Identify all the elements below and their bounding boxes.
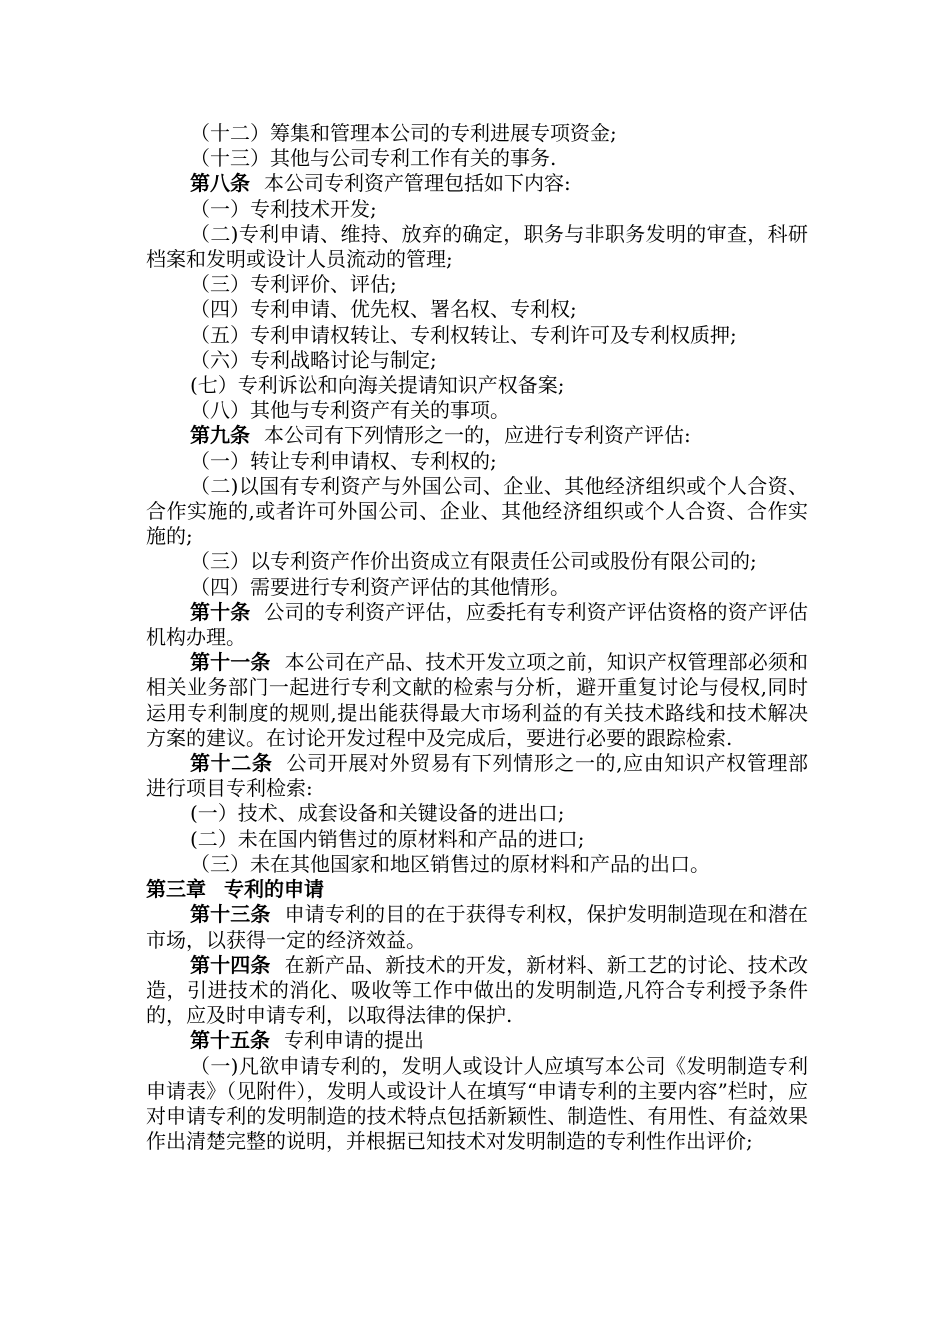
paragraph-text: （一）专利技术开发; <box>190 196 377 221</box>
article-paragraph <box>146 1028 808 1053</box>
paragraph-text: 本公司专利资产管理包括如下内容: <box>264 171 571 196</box>
chapter-title: 专利的申请 <box>224 877 324 902</box>
item-paragraph <box>146 398 808 423</box>
paragraph-text: 专利申请的提出 <box>284 1028 424 1053</box>
paragraph-text: 公司开展对外贸易有下列情形之一的,应由知识产权管理部进行项目专利检索: <box>146 751 809 801</box>
article-paragraph <box>146 953 808 1029</box>
paragraph-text: 公司的专利资产评估，应委托有专利资产评估资格的资产评估机构办理。 <box>146 599 809 650</box>
paragraph-text: (七）专利诉讼和向海关提请知识产权备案; <box>190 373 565 398</box>
chapter-label: 第三章 <box>146 877 206 902</box>
item-paragraph <box>146 348 808 373</box>
paragraph-text: （十二）筹集和管理本公司的专利进展专项资金; <box>190 121 617 145</box>
paragraph-text: 申请专利的目的在于获得专利权，保护发明制造现在和潜在市场，以获得一定的经济效益。 <box>146 902 809 952</box>
article-label: 第八条 <box>190 171 250 196</box>
paragraph-text: 本公司有下列情形之一的，应进行专利资产评估: <box>264 423 691 448</box>
paragraph-text: （六）专利战略讨论与制定; <box>190 347 437 372</box>
paragraph-text: （八）其他与专利资产有关的事项。 <box>190 398 510 423</box>
paragraph-text: （四）需要进行专利资产评估的其他情形。 <box>190 574 570 599</box>
item-paragraph <box>146 222 808 272</box>
article-paragraph <box>146 650 808 751</box>
article-paragraph <box>146 423 808 448</box>
item-paragraph <box>146 297 808 322</box>
chapter-heading <box>146 877 808 902</box>
article-label: 第十一条 <box>190 650 271 675</box>
item-paragraph <box>146 323 808 348</box>
article-label: 第九条 <box>190 423 250 448</box>
article-label: 第十二条 <box>190 751 273 776</box>
paragraph-text: (二）未在国内销售过的原材料和产品的进口; <box>190 826 585 851</box>
item-paragraph <box>146 449 808 474</box>
item-paragraph <box>146 373 808 398</box>
item-paragraph <box>146 575 808 600</box>
item-paragraph <box>146 197 808 222</box>
item-paragraph <box>146 272 808 297</box>
item-paragraph <box>146 1054 808 1155</box>
item-paragraph <box>146 801 808 826</box>
item-paragraph <box>146 549 808 574</box>
paragraph-text: (一）技术、成套设备和关键设备的进出口; <box>190 801 565 826</box>
paragraph-text: （十三）其他与公司专利工作有关的事务. <box>190 146 557 171</box>
item-paragraph <box>146 827 808 852</box>
article-paragraph <box>146 171 808 196</box>
paragraph-text: （五）专利申请权转让、专利权转让、专利许可及专利权质押; <box>190 322 737 347</box>
paragraph-text: （二)以国有专利资产与外国公司、企业、其他经济组织或个人合资、合作实施的,或者许可外国公司、企业、其他经济组织或个人合资、合作实施的; <box>146 473 808 549</box>
item-paragraph <box>146 852 808 877</box>
paragraph-text: （一）转让专利申请权、专利权的; <box>190 448 497 473</box>
article-label: 第十五条 <box>190 1028 270 1053</box>
item-paragraph <box>146 474 808 550</box>
article-paragraph <box>146 902 808 952</box>
article-label: 第十四条 <box>190 952 271 977</box>
article-paragraph <box>146 751 808 801</box>
paragraph-text: （四）专利申请、优先权、署名权、专利权; <box>190 297 577 322</box>
article-label: 第十条 <box>190 599 251 624</box>
paragraph-text: （三）未在其他国家和地区销售过的原材料和产品的出口。 <box>190 851 710 876</box>
article-paragraph <box>146 600 808 650</box>
paragraph-text: （三）专利评价、评估; <box>190 272 397 297</box>
paragraph-text: （一)凡欲申请专利的，发明人或设计人应填写本公司《发明制造专利申请表》（见附件），发明人或设计人在填写“申请专利的主要内容”栏时，应对申请专利的发明制造的技术特点包括新颖性、制造性、有用性、有益效果作出清楚完整的说明，并根据已知技术对发明制造的专利性作出评价; <box>146 1053 808 1154</box>
article-label: 第十三条 <box>190 902 271 927</box>
document-body <box>146 121 808 1154</box>
item-paragraph <box>146 146 808 171</box>
paragraph-text: （三）以专利资产作价出资成立有限责任公司或股份有限公司的; <box>190 549 757 574</box>
paragraph-text: （二)专利申请、维持、放弃的确定，职务与非职务发明的审查，科研档案和发明或设计人员流动的管理; <box>146 221 808 272</box>
item-paragraph <box>146 121 808 146</box>
paragraph-text: 本公司在产品、技术开发立项之前，知识产权管理部必须和相关业务部门一起进行专利文献的检索与分析，避开重复讨论与侵权,同时运用专利制度的规则,提出能获得最大市场利益的有关技术路线和技术解决方案的建议。在讨论开发过程中及完成后，要进行必要的跟踪检索. <box>146 650 809 750</box>
paragraph-text: 在新产品、新技术的开发，新材料、新工艺的讨论、技术改造，引进技术的消化、吸收等工作中做出的发明制造,凡符合专利授予条件的，应及时申请专利，以取得法律的保护. <box>146 952 809 1028</box>
